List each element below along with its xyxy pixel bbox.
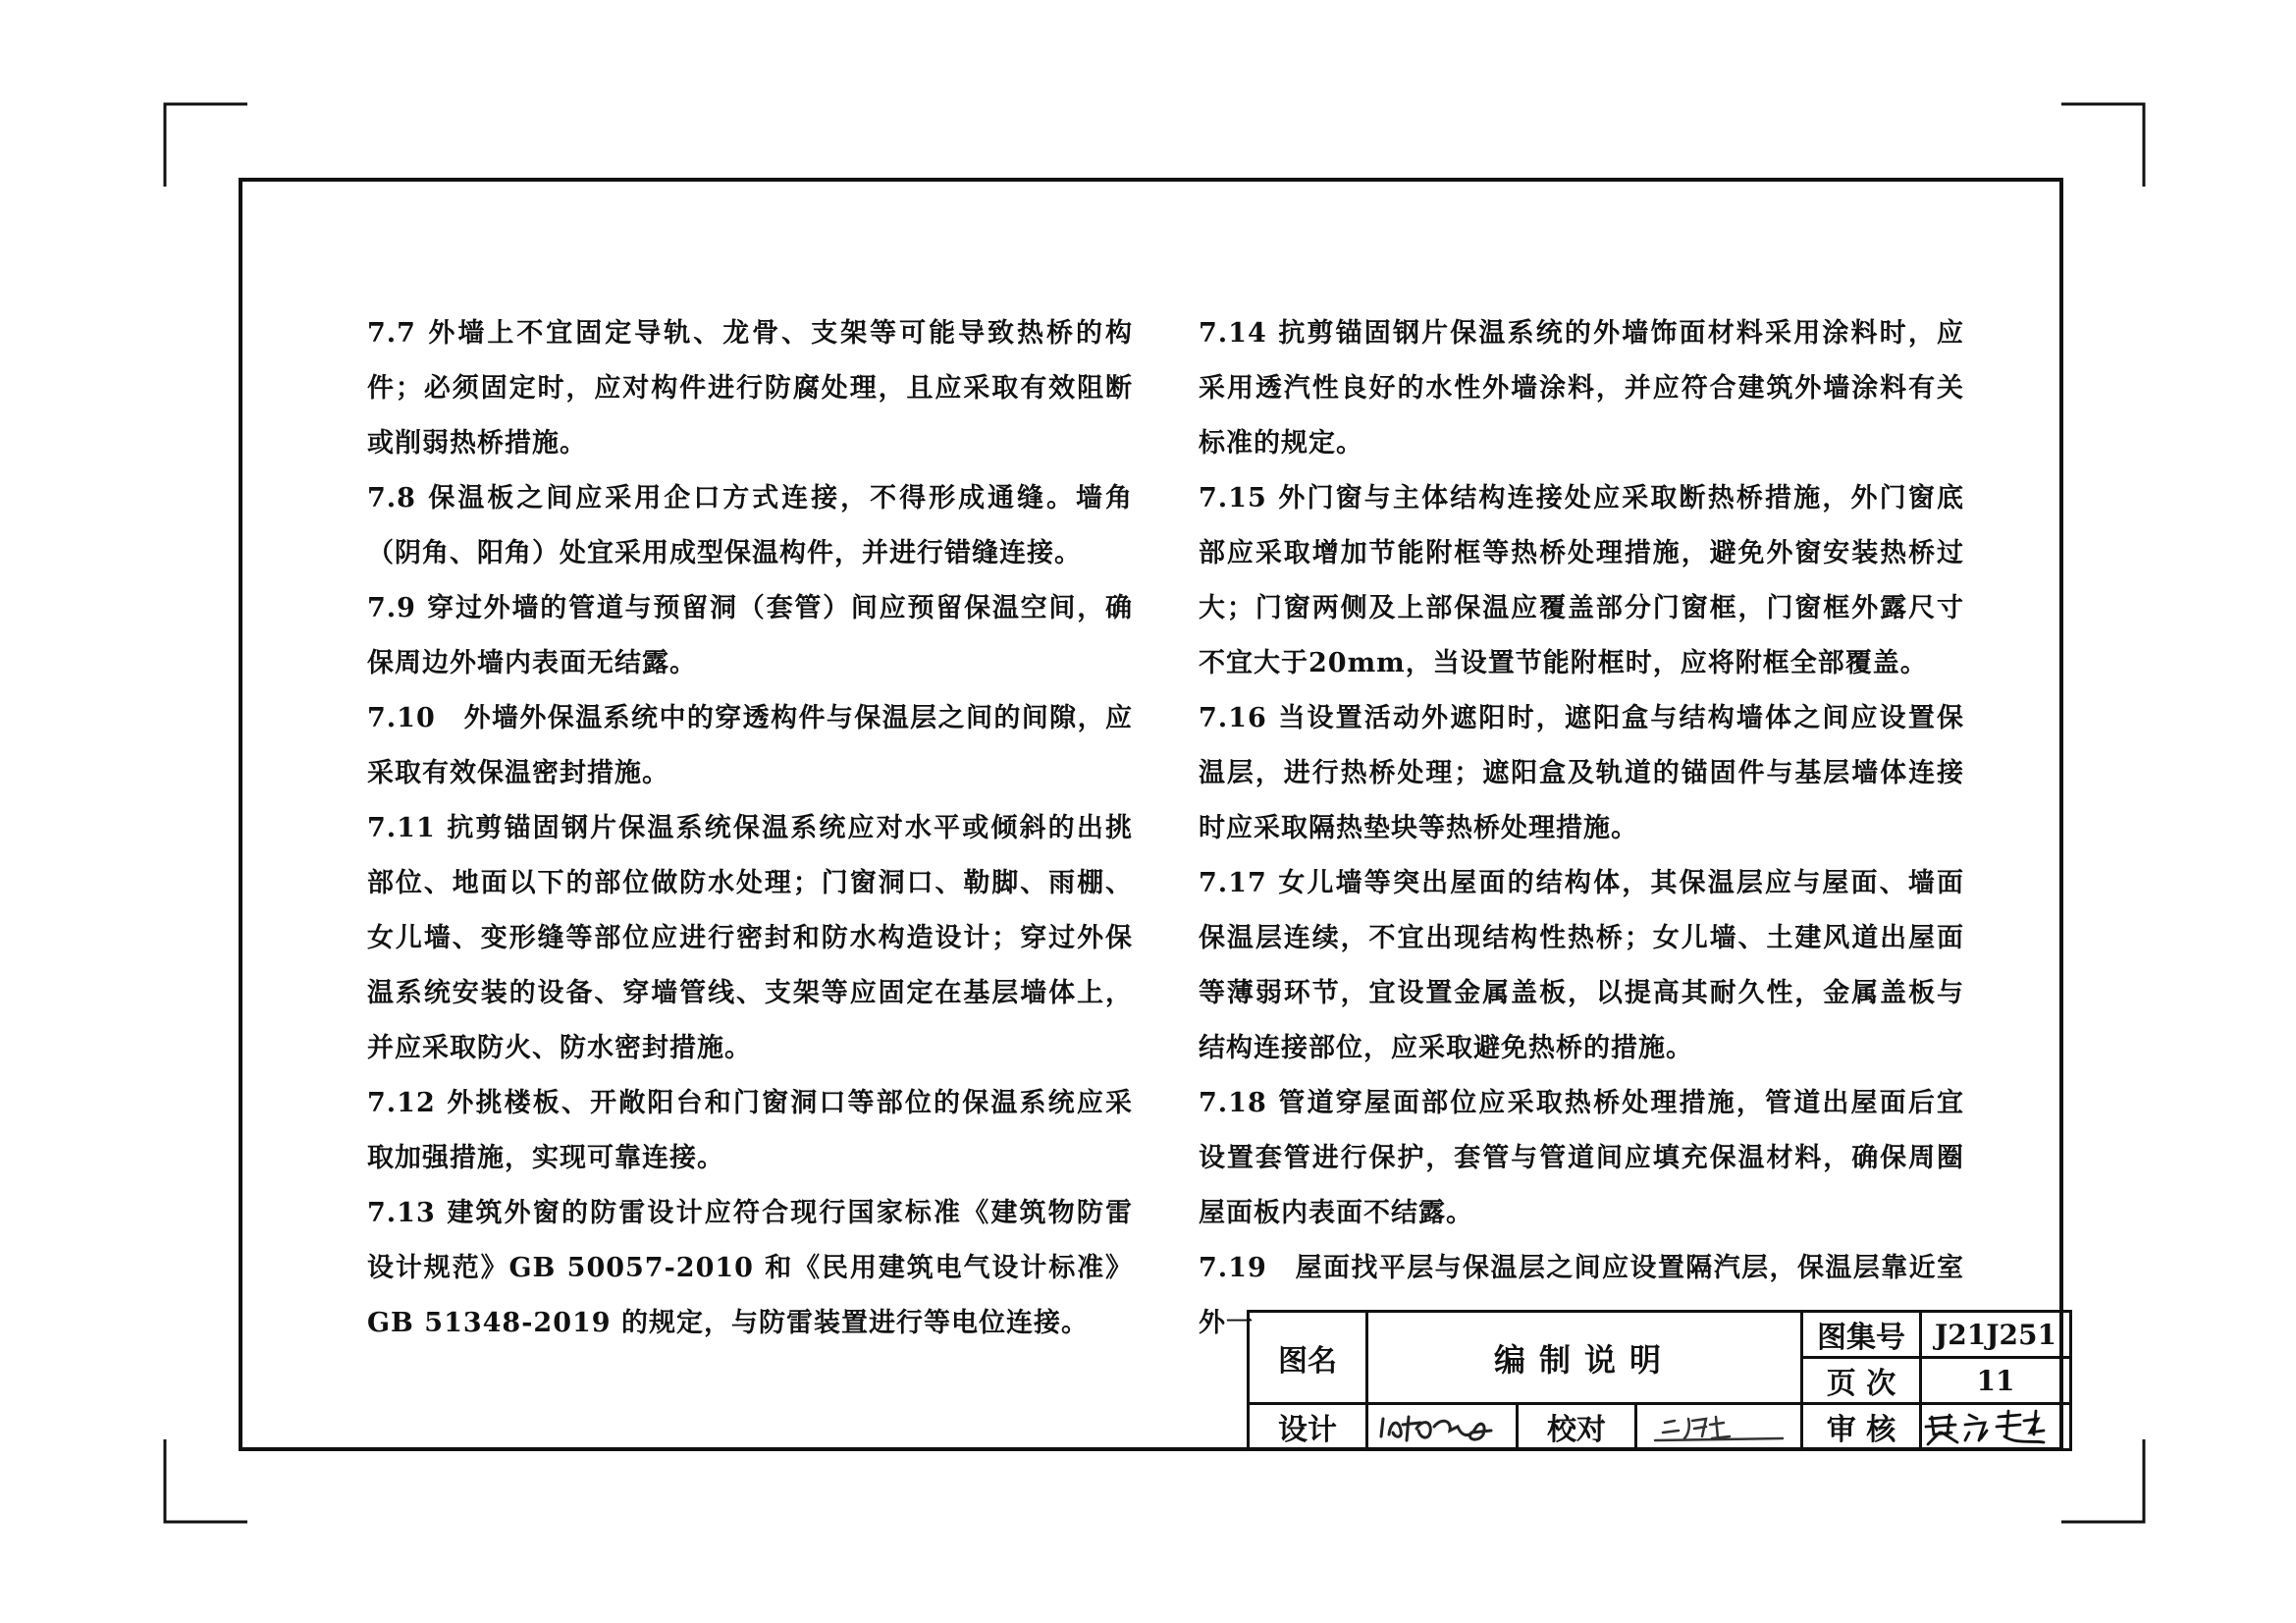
designer-signature xyxy=(1367,1404,1518,1450)
corner-mark-bottom-left xyxy=(162,1436,250,1525)
reviewer-signature-image xyxy=(1922,1405,2069,1448)
review-label: 审 核 xyxy=(1802,1404,1921,1450)
corner-mark-top-left xyxy=(162,101,250,189)
clause-7-10: 7.10 外墙外保温系统中的穿透构件与保温层之间的间隙，应采取有效保温密封措施。 xyxy=(367,703,1133,788)
checker-signature-image xyxy=(1645,1407,1792,1446)
clause-7-18: 7.18 管道穿屋面部位应采取热桥处理措施，管道出屋面后宜设置套管进行保护，套管与管道间应填充保温材料，确保周圈屋面板内表面不结露。 xyxy=(1199,1088,1964,1228)
designer-signature-image xyxy=(1373,1407,1511,1446)
drawing-name-label: 图名 xyxy=(1249,1312,1367,1404)
clause-7-13: 7.13 建筑外窗的防雷设计应符合现行国家标准《建筑物防雷设计规范》GB 50057-2010 和《民用建筑电气设计标准》GB 51348-2019 的规定，与防雷装置进行等电位连接。 xyxy=(367,1198,1133,1338)
clause-7-19: 7.19 屋面找平层与保温层之间应设置隔汽层，保温层靠近室外一 xyxy=(1199,1253,1964,1338)
right-text-column xyxy=(1199,306,1964,1351)
clause-7-14: 7.14 抗剪锚固钢片保温系统的外墙饰面材料采用涂料时，应采用透汽性良好的水性外墙涂料，并应符合建筑外墙涂料有关标准的规定。 xyxy=(1199,318,1964,459)
clause-7-8: 7.8 保温板之间应采用企口方式连接，不得形成通缝。墙角（阴角、阳角）处宜采用成型保温构件，并进行错缝连接。 xyxy=(367,483,1133,568)
left-text-column xyxy=(367,306,1133,1351)
corner-mark-top-right xyxy=(2058,101,2147,189)
clause-7-9: 7.9 穿过外墙的管道与预留洞（套管）间应预留保温空间，确保周边外墙内表面无结露。 xyxy=(367,593,1133,678)
clause-7-12: 7.12 外挑楼板、开敞阳台和门窗洞口等部位的保温系统应采取加强措施，实现可靠连接。 xyxy=(367,1088,1133,1173)
title-block xyxy=(1247,1310,2072,1451)
design-label: 设计 xyxy=(1249,1404,1367,1450)
reviewer-signature xyxy=(1921,1404,2071,1450)
page-no: 11 xyxy=(1921,1358,2071,1404)
clause-7-7: 7.7 外墙上不宜固定导轨、龙骨、支架等可能导致热桥的构件；必须固定时，应对构件进行防腐处理，且应采取有效阻断或削弱热桥措施。 xyxy=(367,318,1133,459)
drawing-name: 编制说明 xyxy=(1367,1312,1802,1404)
atlas-no-label: 图集号 xyxy=(1802,1312,1921,1358)
clause-7-11: 7.11 抗剪锚固钢片保温系统保温系统应对水平或倾斜的出挑部位、地面以下的部位做防水处理；门窗洞口、勒脚、雨棚、女儿墙、变形缝等部位应进行密封和防水构造设计；穿过外保温系统安装的设备、穿墙管线、支架等应固定在基层墙体上，并应采取防火、防水密封措施。 xyxy=(367,813,1133,1063)
page-label: 页 次 xyxy=(1802,1358,1921,1404)
clause-7-16: 7.16 当设置活动外遮阳时，遮阳盒与结构墙体之间应设置保温层，进行热桥处理；遮阳盒及轨道的锚固件与基层墙体连接时应采取隔热垫块等热桥处理措施。 xyxy=(1199,703,1964,843)
check-label: 校对 xyxy=(1518,1404,1636,1450)
clause-7-15: 7.15 外门窗与主体结构连接处应采取断热桥措施，外门窗底部应采取增加节能附框等热桥处理措施，避免外窗安装热桥过大；门窗两侧及上部保温应覆盖部分门窗框，门窗框外露尺寸不宜大于20mm，当设置节能附框时，应将附框全部覆盖。 xyxy=(1199,483,1964,678)
checker-signature xyxy=(1636,1404,1802,1450)
clause-7-17: 7.17 女儿墙等突出屋面的结构体，其保温层应与屋面、墙面保温层连续，不宜出现结构性热桥；女儿墙、土建风道出屋面等薄弱环节，宜设置金属盖板，以提高其耐久性，金属盖板与结构连接部位，应采取避免热桥的措施。 xyxy=(1199,868,1964,1063)
atlas-no: J21J251 xyxy=(1921,1312,2071,1358)
